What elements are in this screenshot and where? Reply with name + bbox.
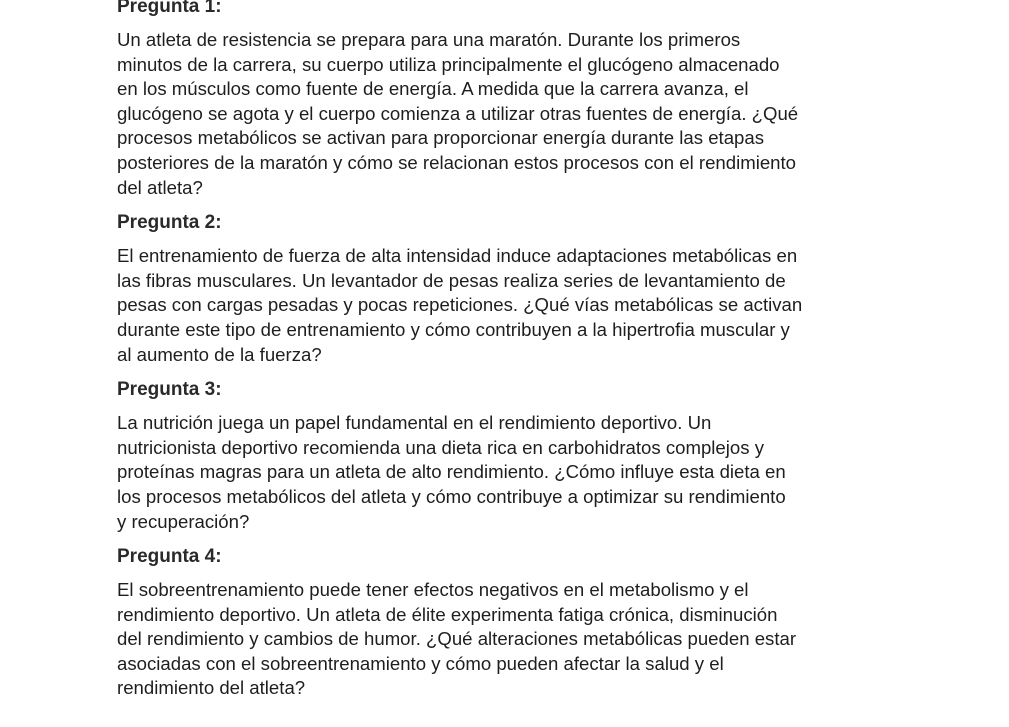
question-title: Pregunta 1: [117, 0, 222, 17]
question-text [117, 411, 997, 534]
question-1 [117, 0, 997, 200]
question-title: Pregunta 4: [117, 546, 222, 568]
text-line: minutos de la carrera, su cuerpo utiliza principalmente el glucógeno almacenado [117, 53, 780, 75]
text-line: del atleta? [117, 176, 203, 198]
text-line: El entrenamiento de fuerza de alta intensidad induce adaptaciones metabólicas en [117, 245, 798, 267]
question-text [117, 28, 997, 200]
text-line: proteínas magras para un atleta de alto rendimiento. ¿Cómo influye esta dieta en [117, 461, 786, 483]
question-2 [117, 210, 997, 367]
text-line: los procesos metabólicos del atleta y cómo contribuye a optimizar su rendimiento [117, 485, 786, 507]
question-4 [117, 544, 997, 701]
text-line: El sobreentrenamiento puede tener efectos negativos en el metabolismo y el [117, 579, 749, 601]
question-title: Pregunta 2: [117, 212, 222, 234]
text-line: Un atleta de resistencia se prepara para una maratón. Durante los primeros [117, 29, 741, 50]
text-line: posteriores de la maratón y cómo se relacionan estos procesos con el rendimiento [117, 151, 797, 173]
text-line: y recuperación? [117, 510, 250, 532]
question-text [117, 578, 997, 701]
text-line: pesas con cargas pesadas y pocas repeticiones. ¿Qué vías metabólicas se activan [117, 294, 803, 316]
text-line: rendimiento del atleta? [117, 677, 306, 699]
text-line: en los músculos como fuente de energía. A medida que la carrera avanza, el [117, 78, 749, 100]
text-line: asociadas con el sobreentrenamiento y cómo pueden afectar la salud y el [117, 652, 724, 674]
text-line: La nutrición juega un papel fundamental en el rendimiento deportivo. Un [117, 412, 712, 434]
text-line: las fibras musculares. Un levantador de pesas realiza series de levantamiento de [117, 269, 786, 291]
question-text [117, 244, 997, 367]
question-title: Pregunta 3: [117, 379, 222, 401]
document [117, 0, 997, 711]
text-line: procesos metabólicos se activan para proporcionar energía durante las etapas [117, 127, 765, 149]
text-line: del rendimiento y cambios de humor. ¿Qué alteraciones metabólicas pueden estar [117, 628, 797, 650]
question-3 [117, 377, 997, 534]
text-line: glucógeno se agota y el cuerpo comienza a utilizar otras fuentes de energía. ¿Qué [117, 102, 799, 124]
text-line: al aumento de la fuerza? [117, 343, 322, 365]
text-line: nutricionista deportivo recomienda una dieta rica en carbohidratos complejos y [117, 436, 765, 458]
text-line: rendimiento deportivo. Un atleta de élite experimenta fatiga crónica, disminución [117, 603, 778, 625]
text-line: durante este tipo de entrenamiento y cómo contribuyen a la hipertrofia muscular y [117, 318, 790, 340]
